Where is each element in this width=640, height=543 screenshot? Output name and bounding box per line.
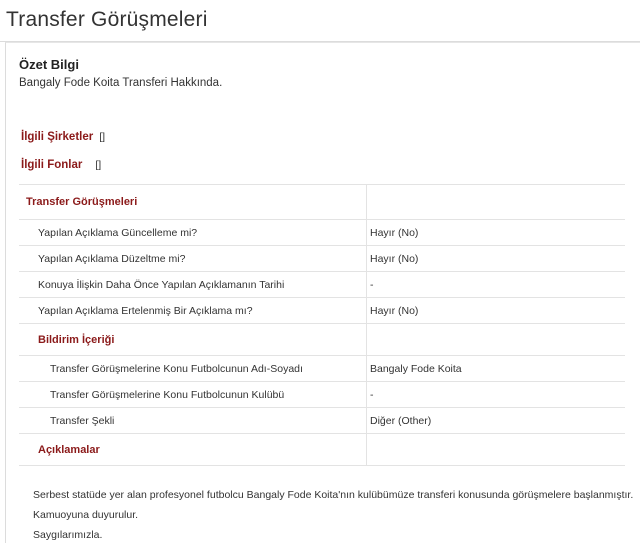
table-row	[19, 220, 625, 246]
explanation-line-3: Saygılarımızla.	[33, 529, 103, 541]
related-funds	[21, 159, 101, 171]
related-companies-value: []	[99, 131, 106, 143]
row-label: Yapılan Açıklama Güncelleme mi?	[19, 220, 367, 245]
row-label: Transfer Görüşmelerine Konu Futbolcunun Adı-Soyadı	[19, 356, 367, 381]
section-header-explanations	[19, 434, 625, 466]
explanation-line-1: Serbest statüde yer alan profesyonel futbolcu Bangaly Fode Koita'nın kulübümüze transferi konusunda görüşmelere başlanmıştır.	[33, 489, 634, 501]
row-value: Bangaly Fode Koita	[370, 362, 462, 375]
section-header-transfer	[19, 185, 625, 220]
summary-subtitle: Bangaly Fode Koita Transferi Hakkında.	[19, 77, 223, 89]
row-value: Hayır (No)	[370, 304, 419, 317]
row-label: Transfer Şekli	[19, 408, 367, 433]
table-row	[19, 246, 625, 272]
section-title: Açıklamalar	[19, 434, 367, 465]
section-title: Bildirim İçeriği	[19, 324, 367, 355]
row-value: Hayır (No)	[370, 252, 419, 265]
row-label: Transfer Görüşmelerine Konu Futbolcunun Kulübü	[19, 382, 367, 407]
related-funds-label[interactable]: İlgili Fonlar	[21, 159, 83, 171]
related-funds-value: []	[95, 159, 102, 171]
row-label: Yapılan Açıklama Düzeltme mi?	[19, 246, 367, 271]
section-title: Transfer Görüşmeleri	[19, 185, 367, 219]
row-label: Yapılan Açıklama Ertelenmiş Bir Açıklama mı?	[19, 298, 367, 323]
disclosure-table	[19, 184, 625, 466]
explanation-line-2: Kamuoyuna duyurulur.	[33, 509, 139, 521]
row-value: -	[370, 388, 374, 401]
row-value: -	[370, 278, 374, 291]
table-row	[19, 272, 625, 298]
table-row	[19, 382, 625, 408]
summary-title: Özet Bilgi	[19, 57, 79, 72]
table-row	[19, 298, 625, 324]
row-value: Hayır (No)	[370, 226, 419, 239]
table-row	[19, 408, 625, 434]
related-companies	[21, 131, 105, 143]
table-row	[19, 356, 625, 382]
section-header-notification	[19, 324, 625, 356]
row-label: Konuya İlişkin Daha Önce Yapılan Açıklamanın Tarihi	[19, 272, 367, 297]
row-value: Diğer (Other)	[370, 414, 432, 427]
page-title: Transfer Görüşmeleri	[6, 8, 208, 31]
related-companies-label[interactable]: İlgili Şirketler	[21, 131, 94, 143]
